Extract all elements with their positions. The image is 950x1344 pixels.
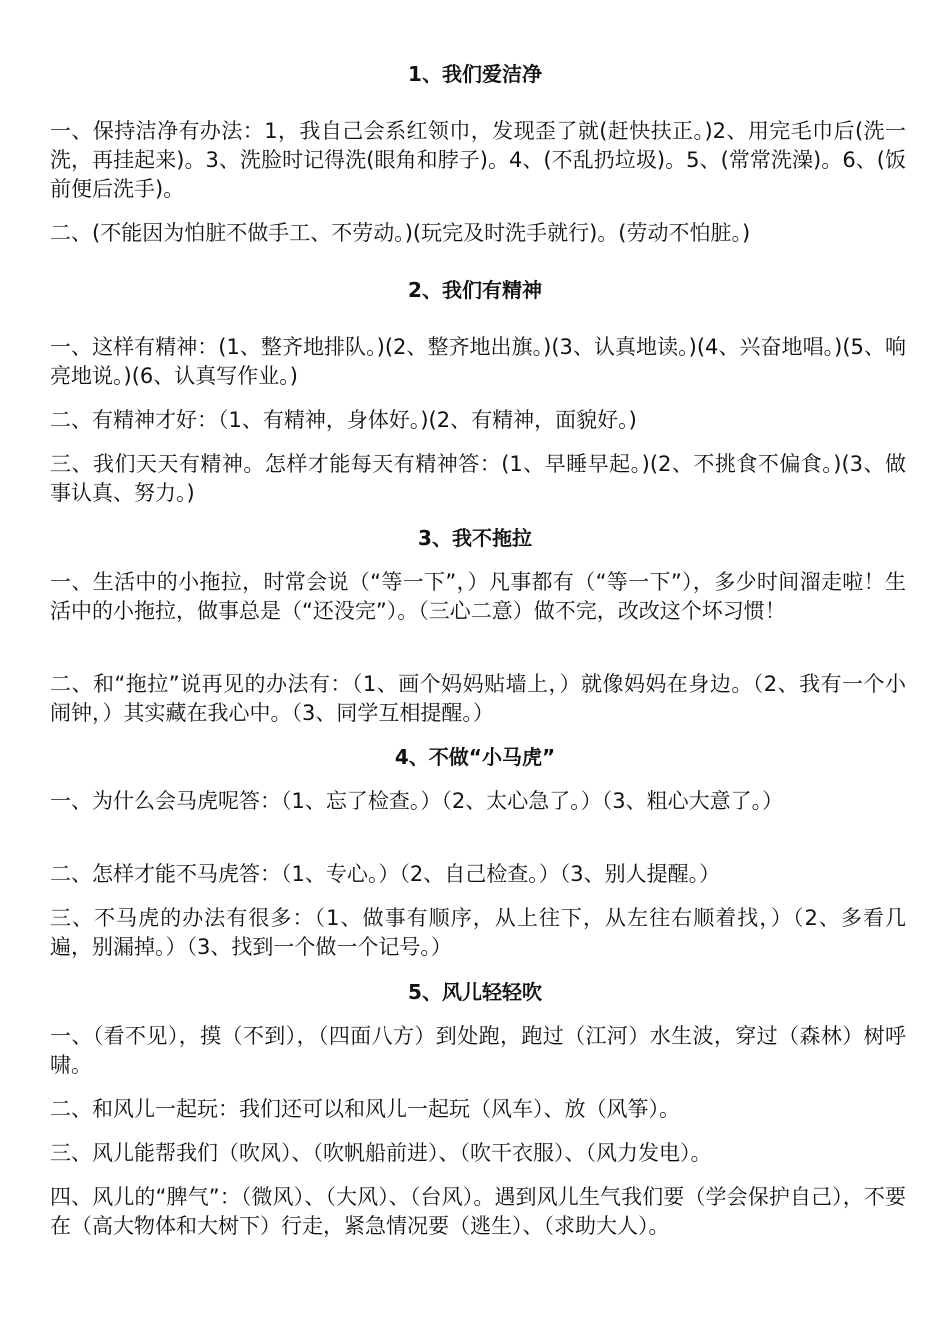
section-3-paragraph-1: 一、生活中的小拖拉，时常会说（“等一下”，）凡事都有（“等一下”），多少时间溜走啦！生活中的小拖拉，做事总是（“还没完”）。（三心二意）做不完，改改这个坏习惯！	[50, 570, 906, 623]
section-2-paragraph-2: 二、有精神才好：（1、有精神，身体好。)(2、有精神，面貌好。)	[50, 408, 637, 432]
section-5-paragraph-2: 二、和风儿一起玩：我们还可以和风儿一起玩（风车）、放（风筝）。	[50, 1097, 680, 1121]
section-4-paragraph-2: 二、怎样才能不马虎答：（1、专心。）（2、自己检查。）（3、别人提醒。）	[50, 862, 721, 886]
section-3-paragraph-2: 二、和“拖拉”说再见的办法有：（1、画个妈妈贴墙上，）就像妈妈在身边。（2、我有一个小闹钟，）其实藏在我心中。（3、同学互相提醒。）	[50, 672, 906, 725]
section-5-paragraph-3: 三、风儿能帮我们（吹风）、（吹帆船前进）、（吹干衣服）、（风力发电）。	[50, 1141, 712, 1165]
section-4-title: 4、不做“小马虎”	[394, 745, 556, 769]
section-2-paragraph-3: 三、我们天天有精神。怎样才能每天有精神答：(1、早睡早起。)(2、不挑食不偏食。)(3、做事认真、努力。)	[50, 452, 906, 505]
section-1-paragraph-2: 二、(不能因为怕脏不做手工、不劳动。)(玩完及时洗手就行)。(劳动不怕脏。)	[50, 221, 751, 245]
section-5-paragraph-1: 一、（看不见），摸（不到），（四面八方）到处跑，跑过（江河）水生波，穿过（森林）树呼啸。	[50, 1024, 906, 1077]
section-5-title: 5、风儿轻轻吹	[408, 980, 542, 1004]
section-2-title: 2、我们有精神	[408, 278, 542, 302]
section-1-paragraph-1: 一、保持洁净有办法：1，我自己会系红领巾，发现歪了就(赶快扶正。)2、用完毛巾后(洗一洗，再挂起来)。3、洗脸时记得洗(眼角和脖子)。4、(不乱扔垃圾)。5、(常常洗澡)。6、(饭前便后洗手)。	[50, 119, 906, 201]
section-4-paragraph-3: 三、不马虎的办法有很多：（1、做事有顺序，从上往下，从左往右顺着找，）（2、多看几遍，别漏掉。）（3、找到一个做一个记号。）	[50, 906, 906, 959]
section-1-title: 1、我们爱洁净	[408, 62, 542, 86]
section-3-title: 3、我不拖拉	[418, 526, 532, 550]
section-5-paragraph-4: 四、风儿的“脾气”：（微风）、（大风）、（台风）。遇到风儿生气我们要（学会保护自己），不要在（高大物体和大树下）行走，紧急情况要（逃生）、（求助大人）。	[50, 1185, 906, 1238]
section-4-paragraph-1: 一、为什么会马虎呢答：（1、忘了检查。）（2、太心急了。）（3、粗心大意了。）	[50, 789, 784, 813]
section-2-paragraph-1: 一、这样有精神：(1、整齐地排队。)(2、整齐地出旗。)(3、认真地读。)(4、兴奋地唱。)(5、响亮地说。)(6、认真写作业。)	[50, 335, 906, 388]
